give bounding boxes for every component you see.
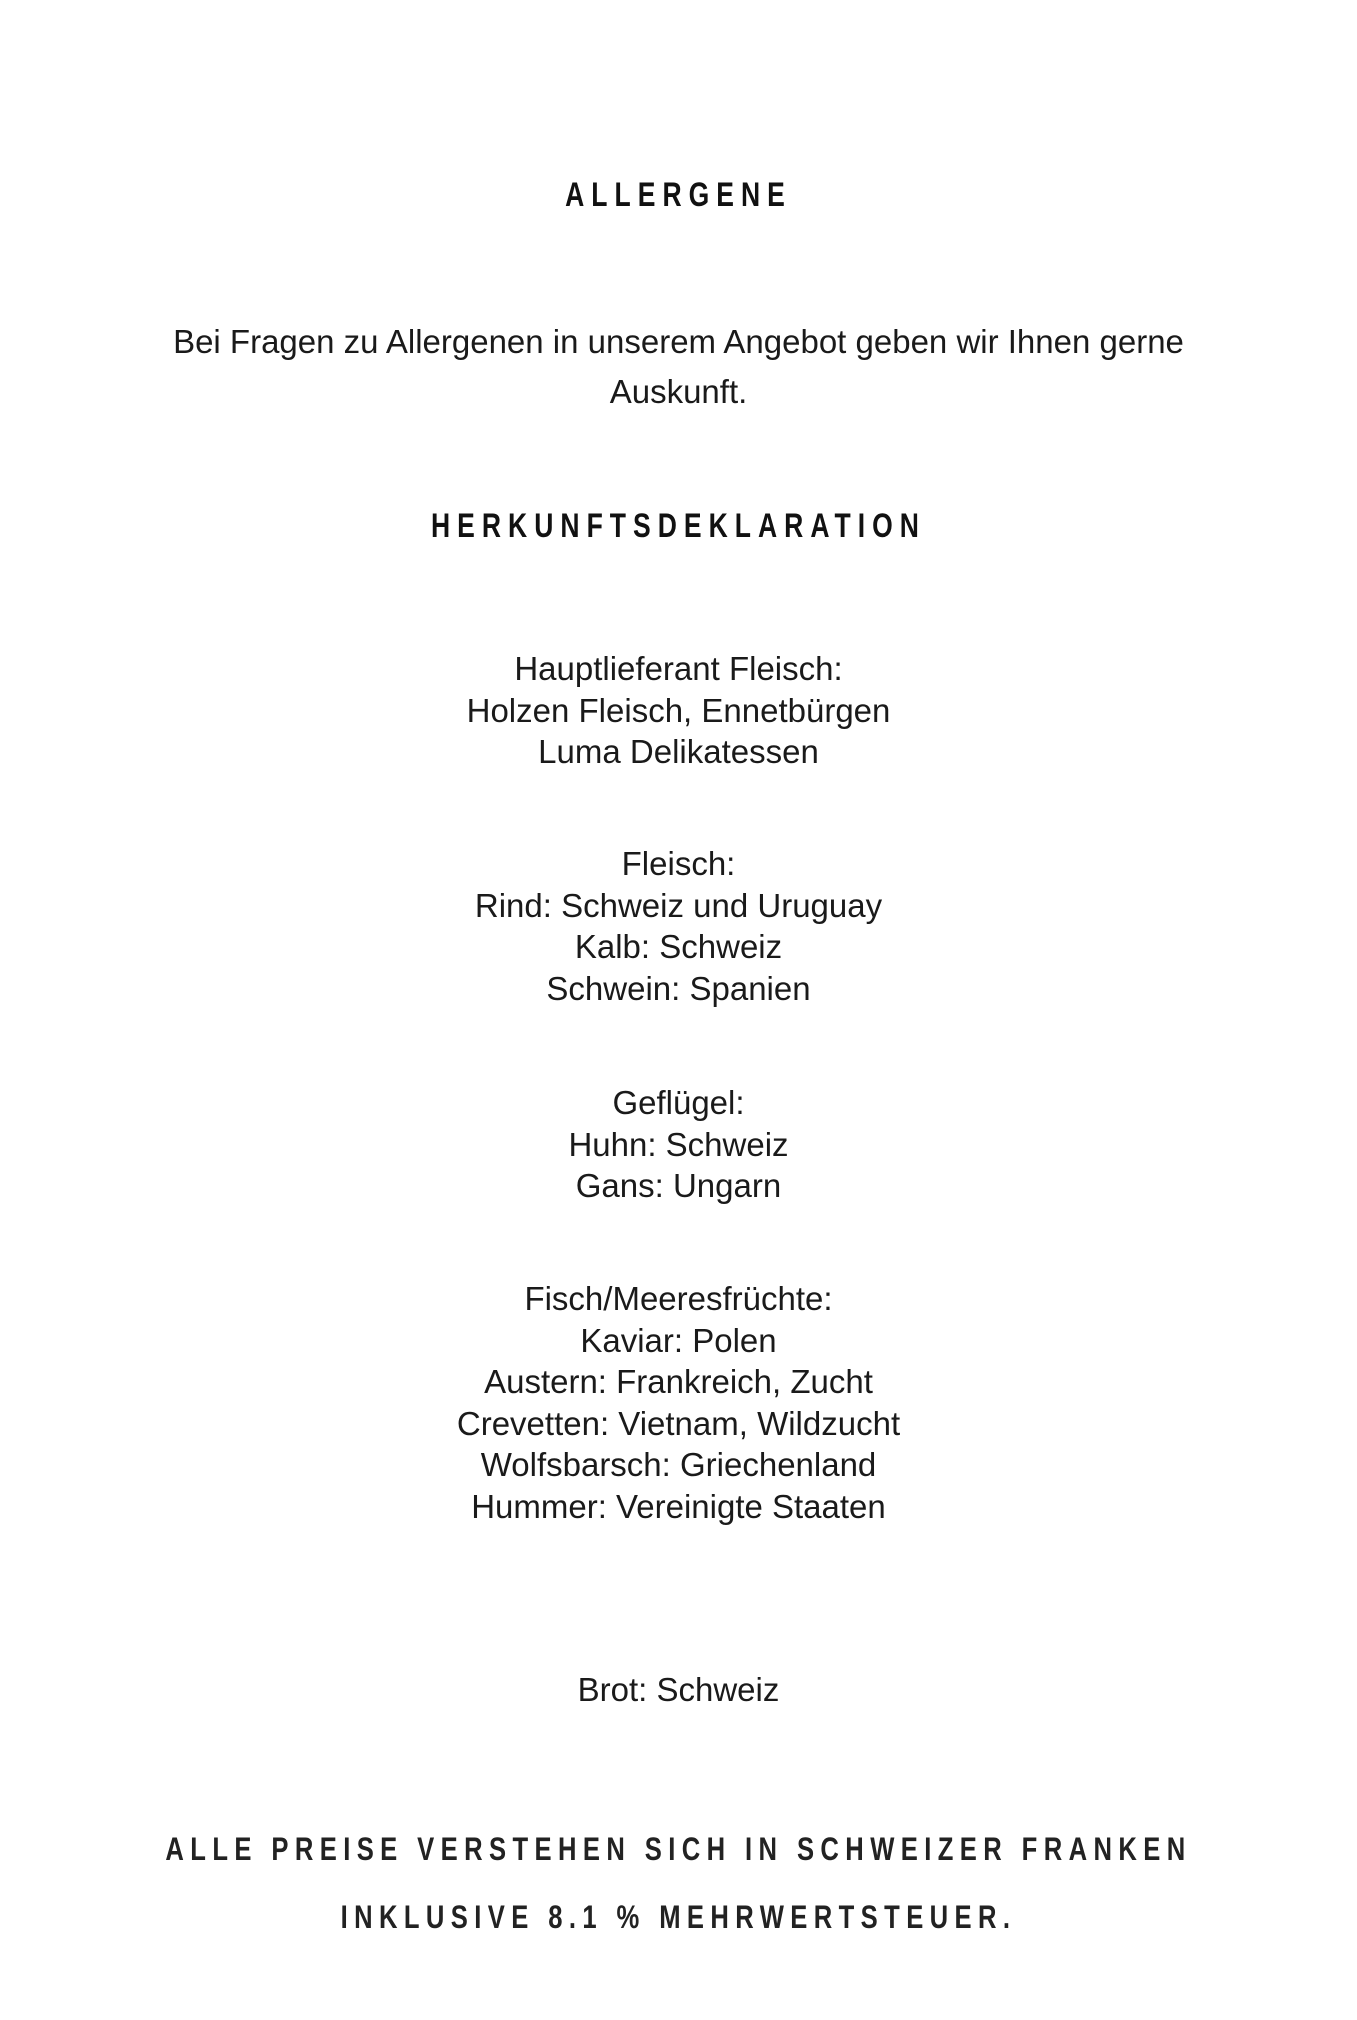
fisch-line: Kaviar: Polen	[580, 1321, 777, 1359]
price-note-line: ALLE PREISE VERSTEHEN SICH IN SCHWEIZER FRANKEN	[165, 1831, 1192, 1867]
gefluegel-block	[0, 1082, 1357, 1207]
lieferant-block	[0, 648, 1357, 773]
brot-line: Brot: Schweiz	[577, 1671, 780, 1708]
herkunft-heading: HERKUNFTSDEKLARATION	[431, 507, 926, 545]
lieferant-line: Luma Delikatessen	[538, 733, 819, 770]
price-note-line: INKLUSIVE 8.1 % MEHRWERTSTEUER.	[340, 1899, 1017, 1935]
price-note	[136, 1815, 1222, 1951]
lieferant-line: Holzen Fleisch, Ennetbürgen	[466, 691, 891, 729]
brot-block	[0, 1669, 1357, 1711]
allergene-heading: ALLERGENE	[565, 176, 792, 214]
fisch-label: Fisch/Meeresfrüchte:	[524, 1280, 833, 1317]
fisch-line: Austern: Frankreich, Zucht	[484, 1363, 873, 1400]
lieferant-label: Hauptlieferant Fleisch:	[514, 650, 843, 687]
gefluegel-line: Gans: Ungarn	[575, 1167, 782, 1204]
fisch-line: Wolfsbarsch: Griechenland	[480, 1446, 877, 1483]
fleisch-line: Kalb: Schweiz	[574, 928, 783, 965]
gefluegel-label: Geflügel:	[612, 1084, 745, 1121]
fisch-block	[0, 1278, 1357, 1527]
fleisch-line: Rind: Schweiz und Uruguay	[474, 886, 883, 924]
allergene-text: Bei Fragen zu Allergenen in unserem Angebot geben wir Ihnen gerne Auskunft.	[173, 323, 1184, 410]
gefluegel-line: Huhn: Schweiz	[568, 1125, 789, 1163]
fleisch-label: Fleisch:	[621, 845, 736, 882]
fisch-line: Hummer: Vereinigte Staaten	[471, 1487, 886, 1525]
fleisch-line: Schwein: Spanien	[546, 969, 811, 1007]
fisch-line: Crevetten: Vietnam, Wildzucht	[456, 1404, 901, 1442]
fleisch-block	[0, 843, 1357, 1009]
